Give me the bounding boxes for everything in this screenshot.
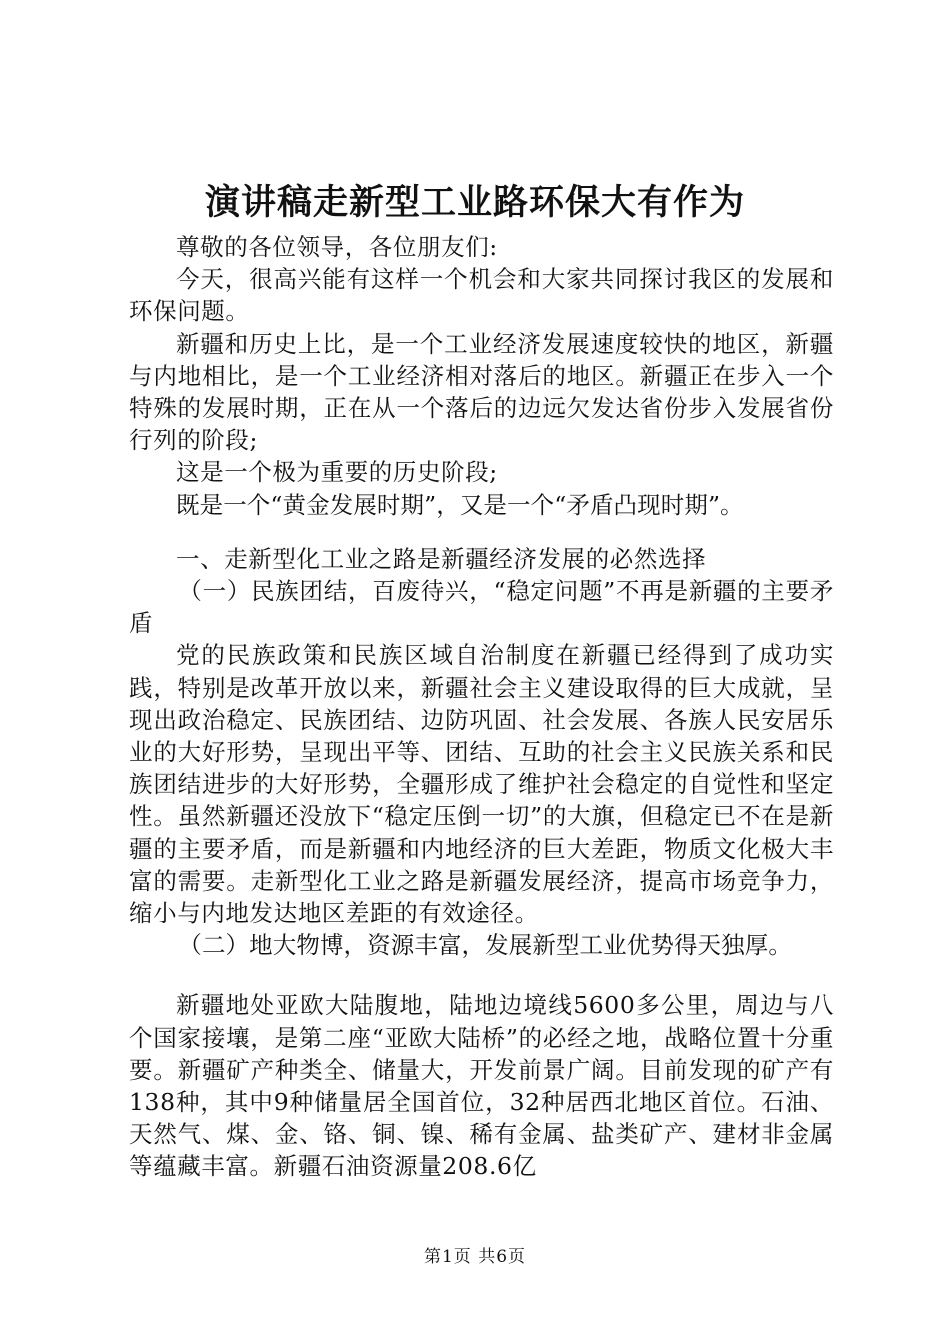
page-number-footer: 第1页 共6页 <box>423 1247 527 1267</box>
geography-paragraph: 新疆地处亚欧大陆腹地，陆地边境线5600多公里，周边与八个国家接壤，是第二座“亚欧大陆桥”的必经之地，战略位置十分重要。新疆矿产种类全、储量大，开发前景广阔。目前发现的矿产有138种，其中9种储量居全国首位，32种居西北地区首位。石油、天然气、煤、金、铬、铜、镍、稀有金属、盐类矿产、建材非金属等蕴藏丰富。新疆石油资源量208.6亿 <box>129 991 834 1181</box>
period-paragraph: 既是一个“黄金发展时期”，又是一个“矛盾凸现时期”。 <box>176 490 744 519</box>
document-body <box>129 231 834 1183</box>
subsection-heading-2: （二）地大物博，资源丰富，发展新型工业优势得天独厚。 <box>178 931 792 960</box>
salutation-paragraph: 尊敬的各位领导，各位朋友们: <box>176 233 498 261</box>
stage-paragraph: 这是一个极为重要的历史阶段; <box>176 458 498 487</box>
section-heading-1: 一、走新型化工业之路是新疆经济发展的必然选择 <box>176 544 707 573</box>
intro-paragraph: 今天，很高兴能有这样一个机会和大家共同探讨我区的发展和环保问题。 <box>129 265 834 326</box>
development-paragraph: 新疆和历史上比，是一个工业经济发展速度较快的地区，新疆与内地相比，是一个工业经济相对落后的地区。新疆正在步入一个特殊的发展时期，正在从一个落后的边远欠发达省份步入发展省份行列的阶段; <box>129 329 834 455</box>
subsection-heading-1: （一）民族团结，百废待兴，“稳定问题”不再是新疆的主要矛盾 <box>129 577 834 638</box>
document-title: 演讲稿走新型工业路环保大有作为 <box>204 182 745 223</box>
policy-paragraph: 党的民族政策和民族区域自治制度在新疆已经得到了成功实践，特别是改革开放以来，新疆社会主义建设取得的巨大成就，呈现出政治稳定、民族团结、边防巩固、社会发展、各族人民安居乐业的大好形势，呈现出平等、团结、互助的社会主义民族关系和民族团结进步的大好形势，全疆形成了维护社会稳定的自觉性和坚定性。虽然新疆还没放下“稳定压倒一切”的大旗，但稳定已不在是新疆的主要矛盾，而是新疆和内地经济的巨大差距，物质文化极大丰富的需要。走新型化工业之路是新疆发展经济，提高市场竞争力，缩小与内地发达地区差距的有效途径。 <box>129 641 834 928</box>
